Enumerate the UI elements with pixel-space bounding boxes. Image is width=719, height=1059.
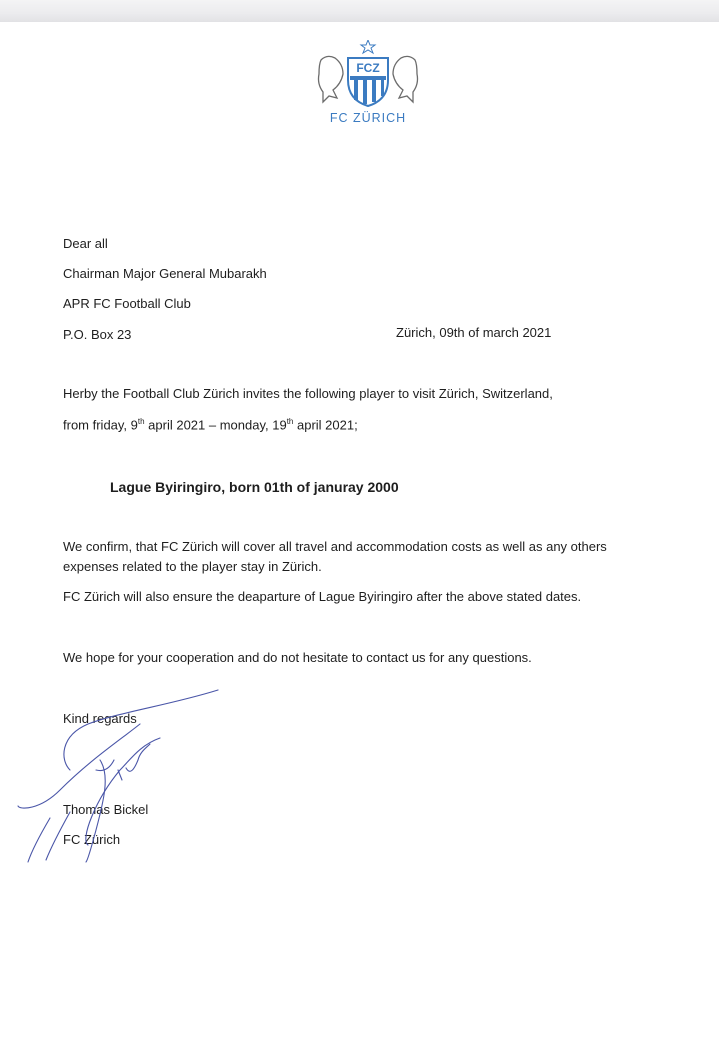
right-lion-icon [393, 56, 418, 102]
recipient-club: APR FC Football Club [63, 296, 191, 311]
window-top-edge [0, 0, 719, 23]
invitation-line: Herby the Football Club Zürich invites the following player to visit Zürich, Switzerland, [63, 386, 553, 401]
player-details: Lague Byiringiro, born 01th of januray 2000 [110, 479, 399, 495]
signatory-org: FC Zürich [63, 832, 121, 847]
signatory-name: Thomas Bickel [63, 802, 149, 817]
left-lion-icon [319, 56, 344, 102]
departure-line: FC Zürich will also ensure the deaparture of Lague Byiringiro after the above stated dates. [63, 589, 582, 604]
recipient-po-box: P.O. Box 23 [63, 327, 132, 342]
closing-line: We hope for your cooperation and do not hesitate to contact us for any questions. [63, 650, 532, 665]
recipient-name: Chairman Major General Mubarakh [63, 266, 267, 281]
fcz-crest-logo [313, 40, 423, 110]
letter-date: Zürich, 09th of march 2021 [396, 325, 552, 340]
confirmation-line-1: We confirm, that FC Zürich will cover all travel and accommodation costs as well as any others [63, 539, 607, 554]
club-name-heading: FC ZÜRICH [329, 111, 407, 125]
star-icon [361, 40, 375, 53]
confirmation-line-2: expenses related to the player stay in Zürich. [63, 559, 322, 574]
visit-dates: from friday, 9th april 2021 – monday, 19th april 2021; [63, 417, 358, 433]
kind-regards: Kind regards [63, 711, 137, 726]
logo-monogram: FCZ [356, 61, 380, 75]
greeting: Dear all [63, 236, 108, 251]
